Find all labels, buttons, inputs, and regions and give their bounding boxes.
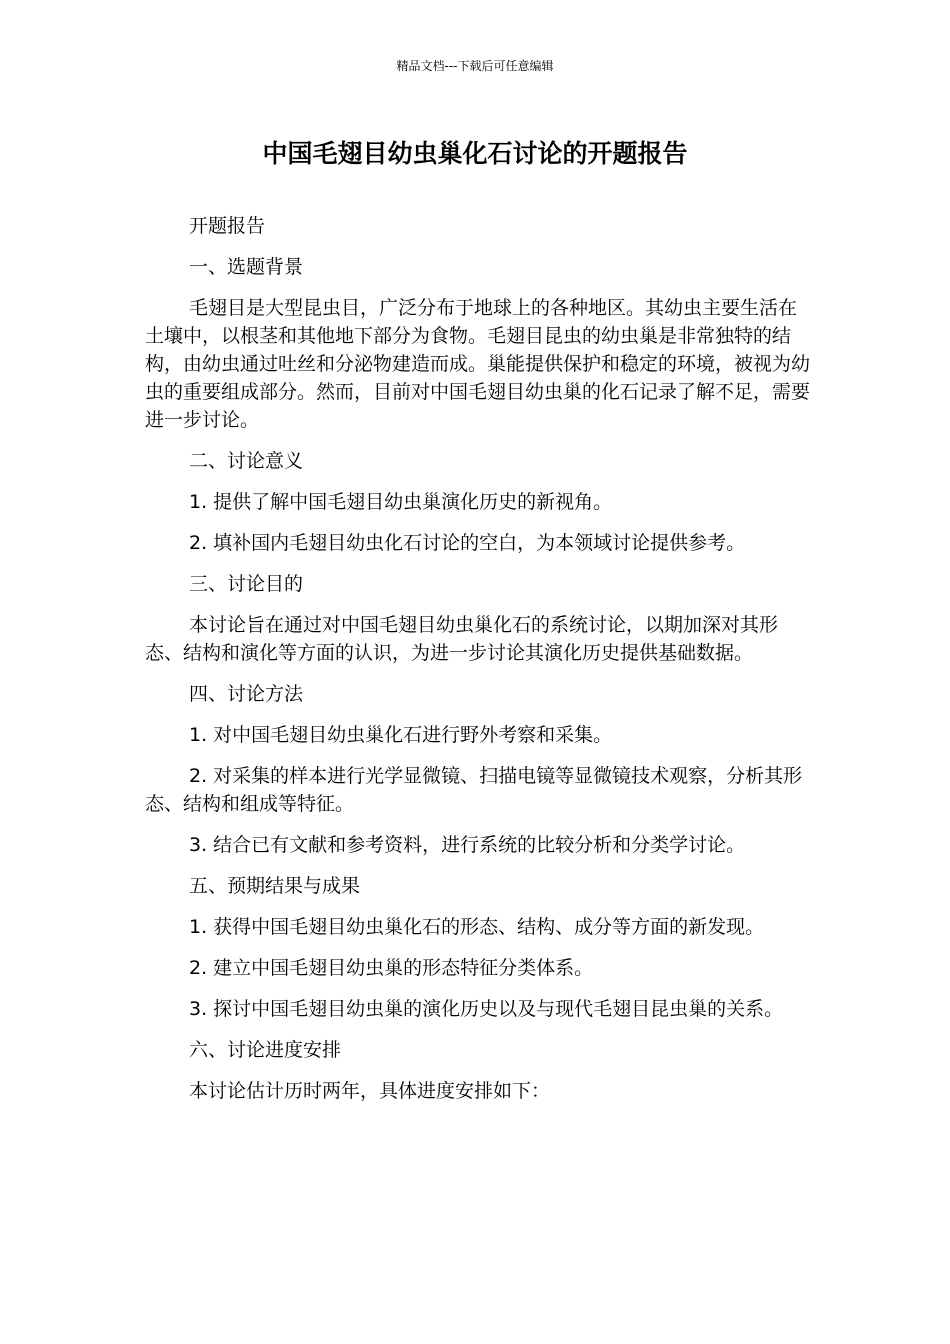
paragraph-purpose: 本讨论旨在通过对中国毛翅目幼虫巢化石的系统讨论，以期加深对其形态、结构和演化等方面的认识，为进一步讨论其演化历史提供基础数据。 (145, 614, 779, 664)
section-heading-expected-results: 五、预期结果与成果 (189, 875, 361, 897)
list-item-result-2: 2. 建立中国毛翅目幼虫巢的形态特征分类体系。 (189, 957, 594, 979)
section-heading-significance: 二、讨论意义 (189, 450, 304, 472)
section-heading-schedule: 六、讨论进度安排 (189, 1039, 342, 1061)
list-item-method-2: 2. 对采集的样本进行光学显微镜、扫描电镜等显微镜技术观察，分析其形态、结构和组成等特征。 (145, 765, 803, 815)
list-item-method-1: 1. 对中国毛翅目幼虫巢化石进行野外考察和采集。 (189, 724, 613, 746)
list-item-result-3: 3. 探讨中国毛翅目幼虫巢的演化历史以及与现代毛翅目昆虫巢的关系。 (189, 998, 784, 1020)
header-note: 精品文档---下载后可任意编辑 (396, 59, 554, 73)
section-heading-methods: 四、讨论方法 (189, 683, 304, 705)
list-item-significance-2: 2. 填补国内毛翅目幼虫化石讨论的空白，为本领域讨论提供参考。 (189, 532, 746, 554)
section-heading-background: 一、选题背景 (189, 256, 304, 278)
paragraph-schedule: 本讨论估计历时两年，具体进度安排如下： (189, 1080, 551, 1102)
paragraph-background: 毛翅目是大型昆虫目，广泛分布于地球上的各种地区。其幼虫主要生活在土壤中，以根茎和其他地下部分为食物。毛翅目昆虫的幼虫巢是非常独特的结构，由幼虫通过吐丝和分泌物建造而成。巢能提供保护和稳定的环境，被视为幼虫的重要组成部分。然而，目前对中国毛翅目幼虫巢的化石记录了解不足，需要进一步讨论。 (145, 297, 811, 431)
section-heading-purpose: 三、讨论目的 (189, 573, 304, 595)
list-item-result-1: 1. 获得中国毛翅目幼虫巢化石的形态、结构、成分等方面的新发现。 (189, 916, 765, 938)
paragraph-report-label: 开题报告 (189, 215, 266, 237)
document-body (145, 212, 810, 1118)
list-item-method-3: 3. 结合已有文献和参考资料，进行系统的比较分析和分类学讨论。 (189, 834, 746, 856)
document-title: 中国毛翅目幼虫巢化石讨论的开题报告 (262, 139, 688, 168)
list-item-significance-1: 1. 提供了解中国毛翅目幼虫巢演化历史的新视角。 (189, 491, 613, 513)
